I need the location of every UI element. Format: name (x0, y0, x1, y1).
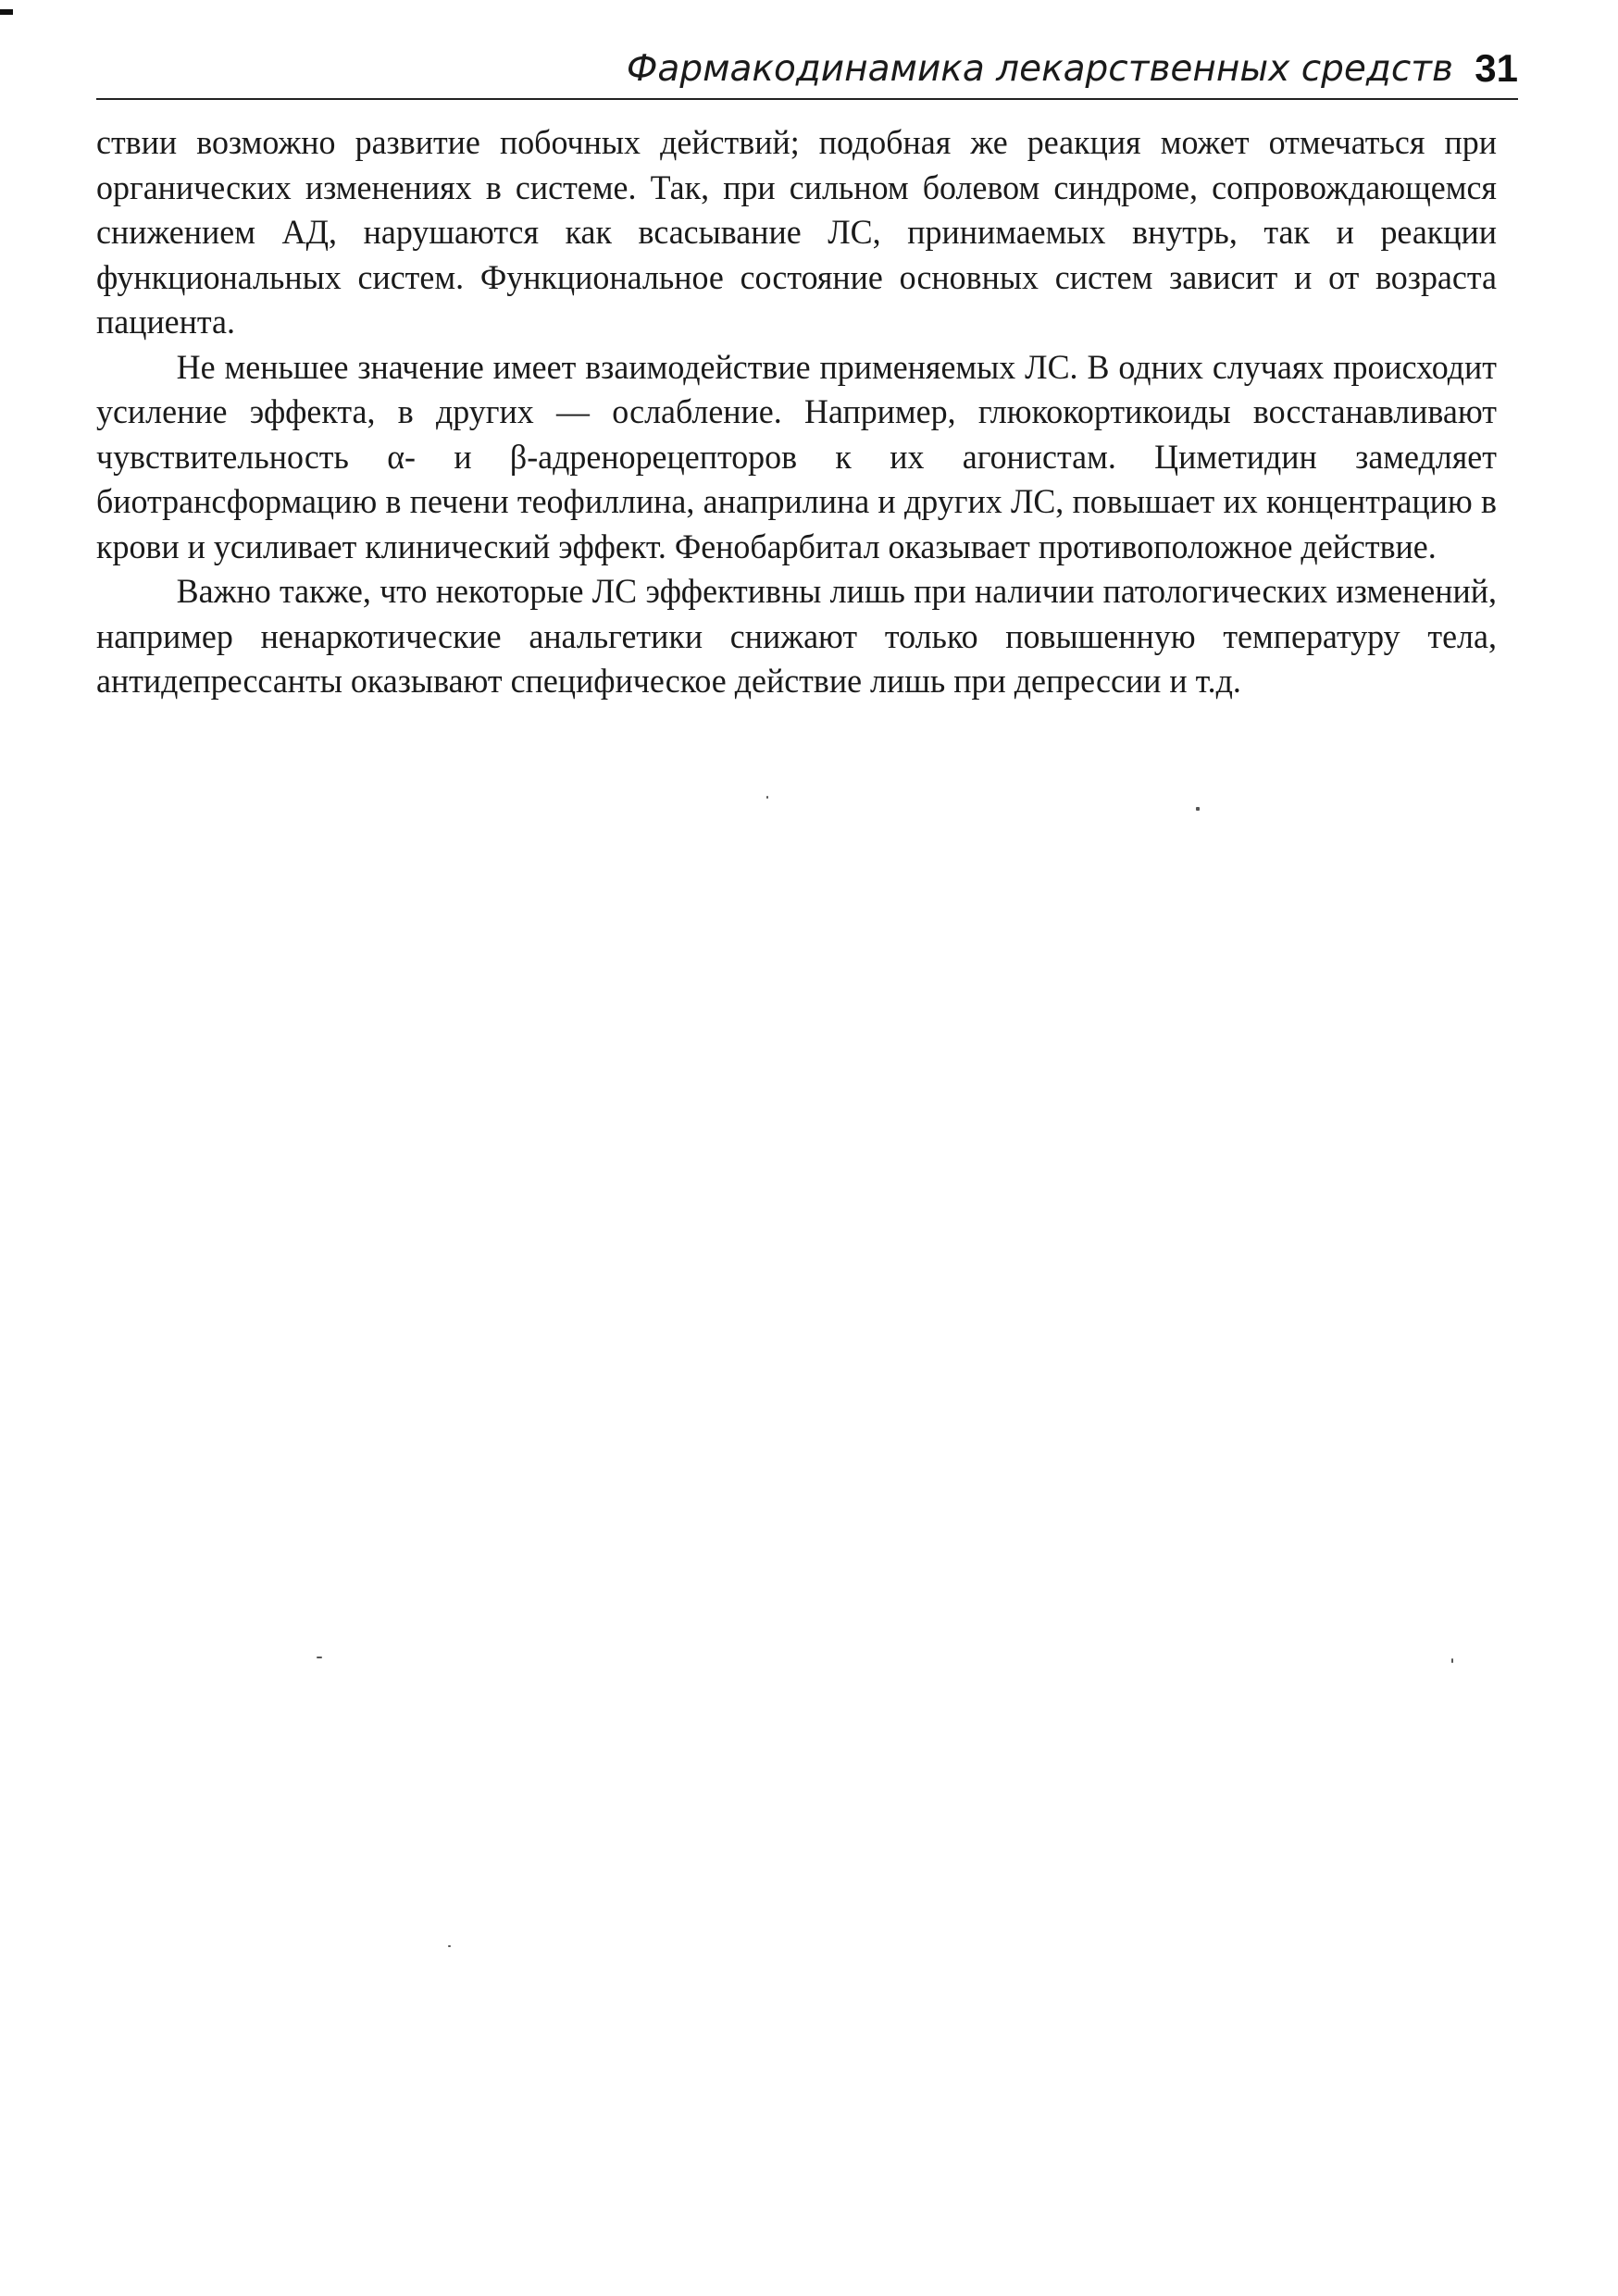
body-text (96, 120, 1518, 704)
header-rule (96, 98, 1518, 100)
running-title: Фармакодинамика лекарственных средств (626, 48, 1453, 90)
scan-speck (448, 1945, 451, 1947)
page-number: 31 (1475, 46, 1518, 90)
scan-edge-mark (0, 9, 13, 15)
scan-speck (766, 796, 768, 799)
paragraph-continuation: ствии возможно развитие побочных действий; подобная же реакция может отмечаться при органических изменениях в системе. Так, при сильном болевом синдроме, сопровождающемся снижением АД, нарушаются как всасывание ЛС, принимаемых внутрь, так и реакции функциональных систем. Функциональное состояние основных систем зависит и от возраста пациента. (96, 123, 1497, 341)
page-header (96, 43, 1518, 100)
scan-speck (1451, 1658, 1453, 1663)
scan-speck (317, 1657, 322, 1658)
scan-speck (1196, 807, 1200, 811)
paragraph-pathology-dependence: Важно также, что некоторые ЛС эффективны лишь при наличии патологических изменений, например ненаркотические анальгетики снижают только повышенную температуру тела, антидепрессанты оказывают специфическое действие лишь при депрессии и т.д. (96, 572, 1497, 700)
paragraph-drug-interaction: Не меньшее значение имеет взаимодействие применяемых ЛС. В одних случаях происходит усиление эффекта, в других — ослабление. Например, глюкокортикоиды восстанавливают чувствительность α- и β-адренорецепторов к их агонистам. Циметидин замедляет биотрансформацию в печени теофиллина, анаприлина и других ЛС, повышает их концентрацию в крови и усиливает клинический эффект. Фенобарбитал оказывает противоположное действие. (96, 347, 1497, 565)
